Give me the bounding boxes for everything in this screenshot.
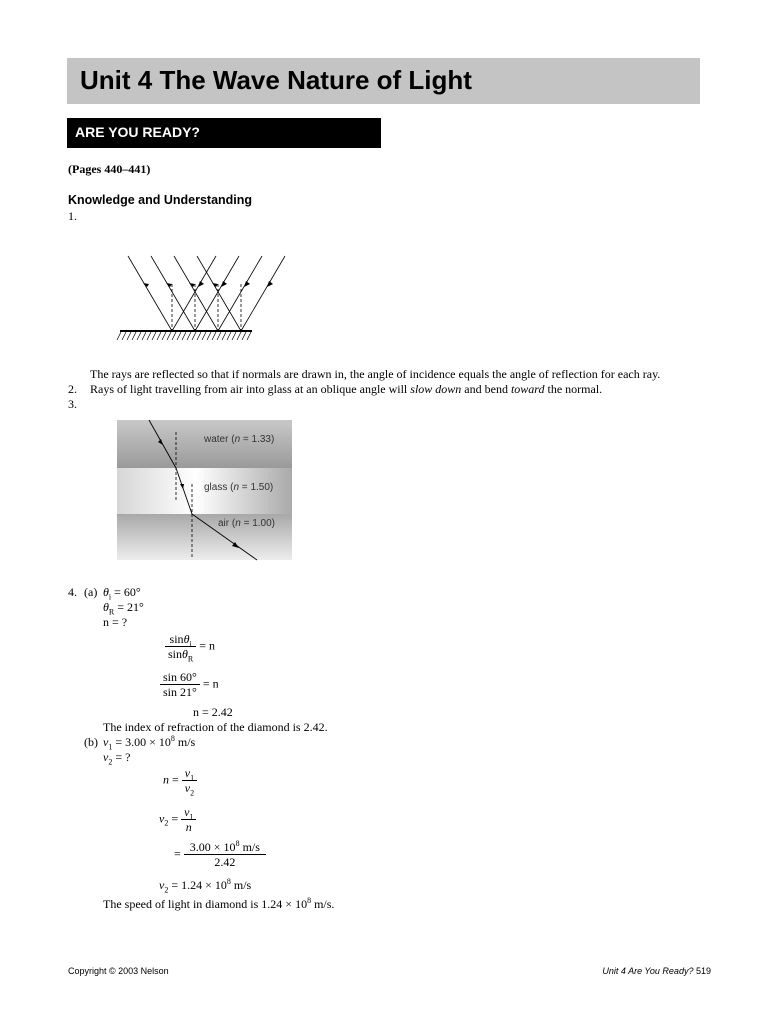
layer-label-glass: glass (n = 1.50)	[204, 482, 274, 493]
question-4-number: 4.	[68, 585, 77, 599]
title-bar	[67, 58, 700, 104]
v2-substitution: = $\frac{3.00 \times 10^8 m/s}{2.42}$	[174, 840, 266, 869]
subheading: Knowledge and Understanding	[68, 193, 253, 207]
snell-equation: $\frac{\sin\theta_i}{\sin\theta_R}$ = n	[165, 632, 215, 661]
v2-unknown-line: $v_2$ = ?	[103, 750, 131, 767]
question-2-text: Rays of light travelling from air into glass at an oblique angle will slow down and bend toward the normal.	[90, 382, 603, 396]
part-b-label: (b)	[84, 735, 98, 749]
n-equals-v1-over-v2: n = $\frac{v_1}{v_2}$	[163, 766, 197, 795]
section-header	[67, 118, 381, 148]
theta-i-line: $\theta_i = 60^\circ$	[103, 585, 141, 602]
part-a-conclusion: The index of refraction of the diamond is 2.42.	[103, 720, 328, 734]
question-1-number: 1.	[68, 209, 77, 223]
layer-label-water: water (n = 1.33)	[204, 434, 275, 445]
n-unknown-line: n = ?	[103, 615, 128, 629]
part-a-result: n = 2.42	[193, 705, 233, 719]
question-2-number: 2.	[68, 382, 77, 396]
theta-r-line: $\theta_R = 21^\circ$	[103, 600, 144, 617]
v2-result: $v_2 = 1.24 \times 10^8$ m/s	[159, 877, 252, 895]
part-b-conclusion: The speed of light in diamond is $1.24 \times 10^8$ m/s.	[103, 896, 335, 911]
snell-substitution: $\frac{\sin 60^\circ}{\sin 21^\circ}$ = n	[160, 670, 219, 699]
section-title: ARE YOU READY?	[75, 124, 200, 140]
footer-copyright: Copyright © 2003 Nelson	[68, 966, 169, 976]
v2-equals-v1-over-n: $v_2$ = $\frac{v_1}{n}$	[159, 805, 196, 834]
part-a-label: (a)	[84, 585, 98, 599]
reflection-diagram	[115, 250, 290, 345]
question-1-caption: The rays are reflected so that if normals are drawn in, the angle of incidence equals the angle of reflection for each ray.	[90, 367, 661, 381]
question-3-number: 3.	[68, 397, 77, 411]
v1-line: $v_1 = 3.00 \times 10^8$ m/s	[103, 734, 196, 752]
page-reference: (Pages 440–441)	[68, 162, 151, 176]
layer-label-air: air (n = 1.00)	[218, 518, 276, 529]
footer-page-info: Unit 4 Are You Ready? 519	[602, 966, 711, 976]
page-title: Unit 4 The Wave Nature of Light	[80, 65, 472, 95]
